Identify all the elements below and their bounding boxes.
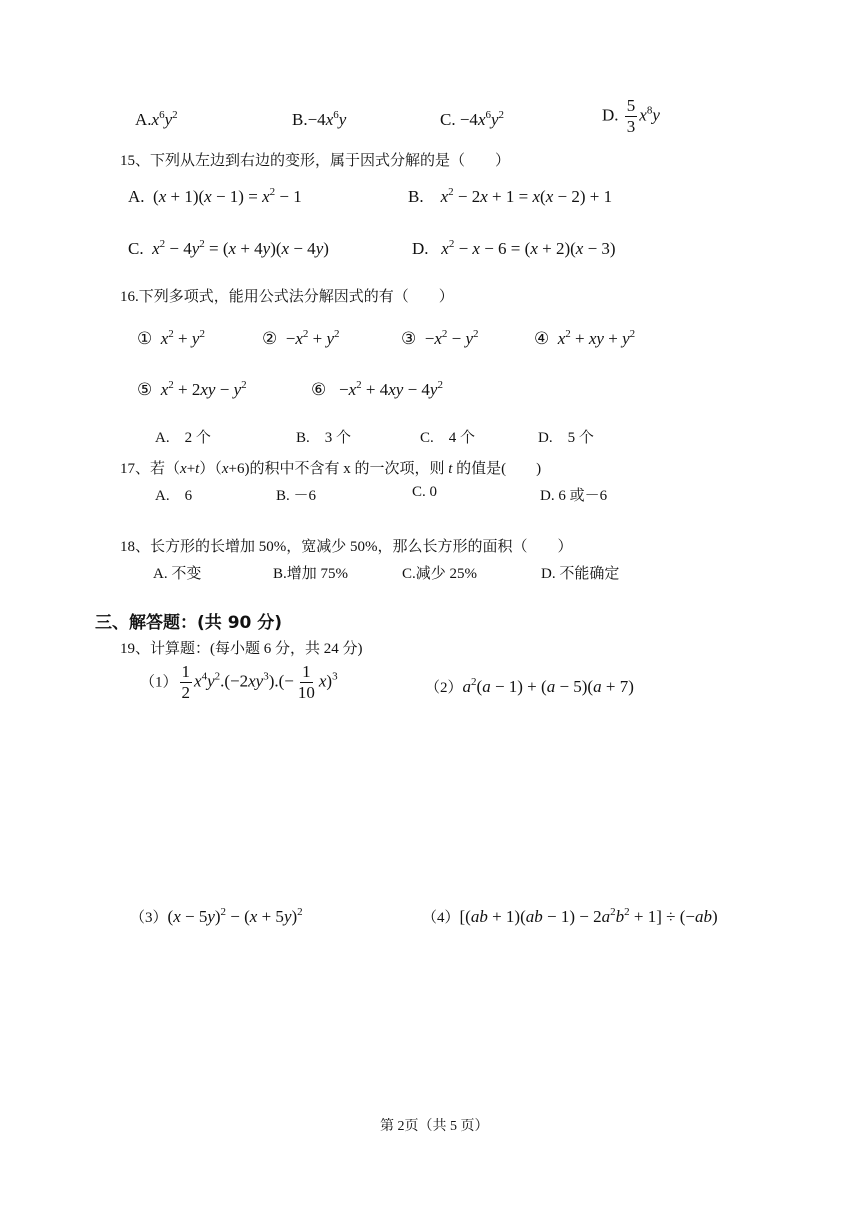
- q16-item-4: ④ $x^2$ + xy + $y^2$: [534, 328, 636, 348]
- q17-stem: 17、若（x+t）（x+6)的积中不含有 x 的一次项，则 t 的值是( ): [120, 461, 542, 477]
- q16-item-3: ③ $-x^2 - y^2$: [401, 328, 479, 348]
- q15-option-a: A. $(x + 1)(x - 1) = x^2 - 1$: [128, 186, 302, 206]
- q16-option-b: B. 3 个: [296, 430, 352, 446]
- q16-item-5: ⑤ $x^2 + 2xy - y^2$: [137, 379, 247, 399]
- q14-option-a: $A.x^6y^2$: [135, 109, 178, 129]
- q19-part-4: $(4)[(ab + 1)(ab - 1) - 2a^2b^2 + 1] \div (-ab)$: [422, 906, 718, 926]
- page-footer: 第 2页（共 5 页）: [380, 1119, 489, 1134]
- q14-option-c: C. $-4x^6y^2$: [440, 109, 505, 129]
- q17-option-b: B. －6: [276, 488, 317, 504]
- q15-option-d: D. $x^2 - x - 6 = (x + 2)(x - 3)$: [412, 238, 616, 258]
- q19-1-fraction-half: $\frac{1}{2}$: [181, 662, 191, 702]
- q16-item-6: ⑥ $-x^2 + 4xy - 4y^2$: [311, 379, 443, 399]
- q14-option-d: D. $\frac{5}{3}$ $x^8y$: [602, 96, 660, 136]
- q19-1-fraction-tenth: $\frac{1}{10}$: [297, 662, 315, 702]
- q19-part-2: $(2)a^2(a - 1) + (a - 5)(a + 7)$: [425, 676, 634, 696]
- q18-stem: 18、长方形的长增加 50%，宽减少 50%，那么长方形的面积（ ）: [120, 539, 573, 555]
- q18-option-d: D. 不能确定: [541, 566, 620, 582]
- q14-option-b: $B.-4x^6y$: [292, 109, 347, 129]
- section-3-title: 三、解答题：(共 90 分): [95, 613, 283, 633]
- q17-option-a: A. 6: [155, 488, 193, 504]
- q16-option-c: C. 4 个: [420, 430, 476, 446]
- q18-option-b: B.增加 75%: [273, 566, 349, 582]
- q14-a-label: A.: [135, 110, 152, 129]
- q15-stem: 15、下列从左边到右边的变形，属于因式分解的是（ ）: [120, 153, 511, 169]
- q16-option-d: D. 5 个: [538, 430, 594, 446]
- q17-option-d: D. 6 或－6: [540, 488, 608, 504]
- q16-stem: 16.下列多项式，能用公式法分解因式的有（ ）: [120, 289, 454, 305]
- q19-part-3: $(3)(x - 5y)^2 - (x + 5y)^2$: [130, 906, 303, 926]
- q14-d-label: D.: [602, 105, 619, 125]
- q14-b-label: B.: [292, 110, 308, 129]
- q18-option-a: A. 不变: [153, 566, 202, 582]
- q19-part-1: （1） $\frac{1}{2}$ $x^4y^2.(-2xy^3).(-$ $\frac{1}{10}$ x)$^3$: [140, 662, 338, 702]
- q16-option-a: A. 2 个: [155, 430, 211, 446]
- q14-d-fraction: $\frac{5}{3}$: [626, 96, 636, 136]
- q18-option-c: C.减少 25%: [402, 566, 478, 582]
- q16-item-1: ① $x^2 + y^2$: [137, 328, 205, 348]
- q15-option-c: C. $x^2 - 4y^2 = (x + 4y)(x - 4y)$: [128, 238, 329, 258]
- q15-option-b: B. $x^2 - 2x + 1 = x(x - 2) + 1$: [408, 186, 613, 206]
- q14-c-label: C.: [440, 110, 456, 129]
- q19-stem: 19、计算题：(每小题 6 分，共 24 分): [120, 641, 363, 657]
- q17-option-c: C. 0: [412, 484, 438, 500]
- q16-item-2: ② $-x^2 + y^2$: [262, 328, 340, 348]
